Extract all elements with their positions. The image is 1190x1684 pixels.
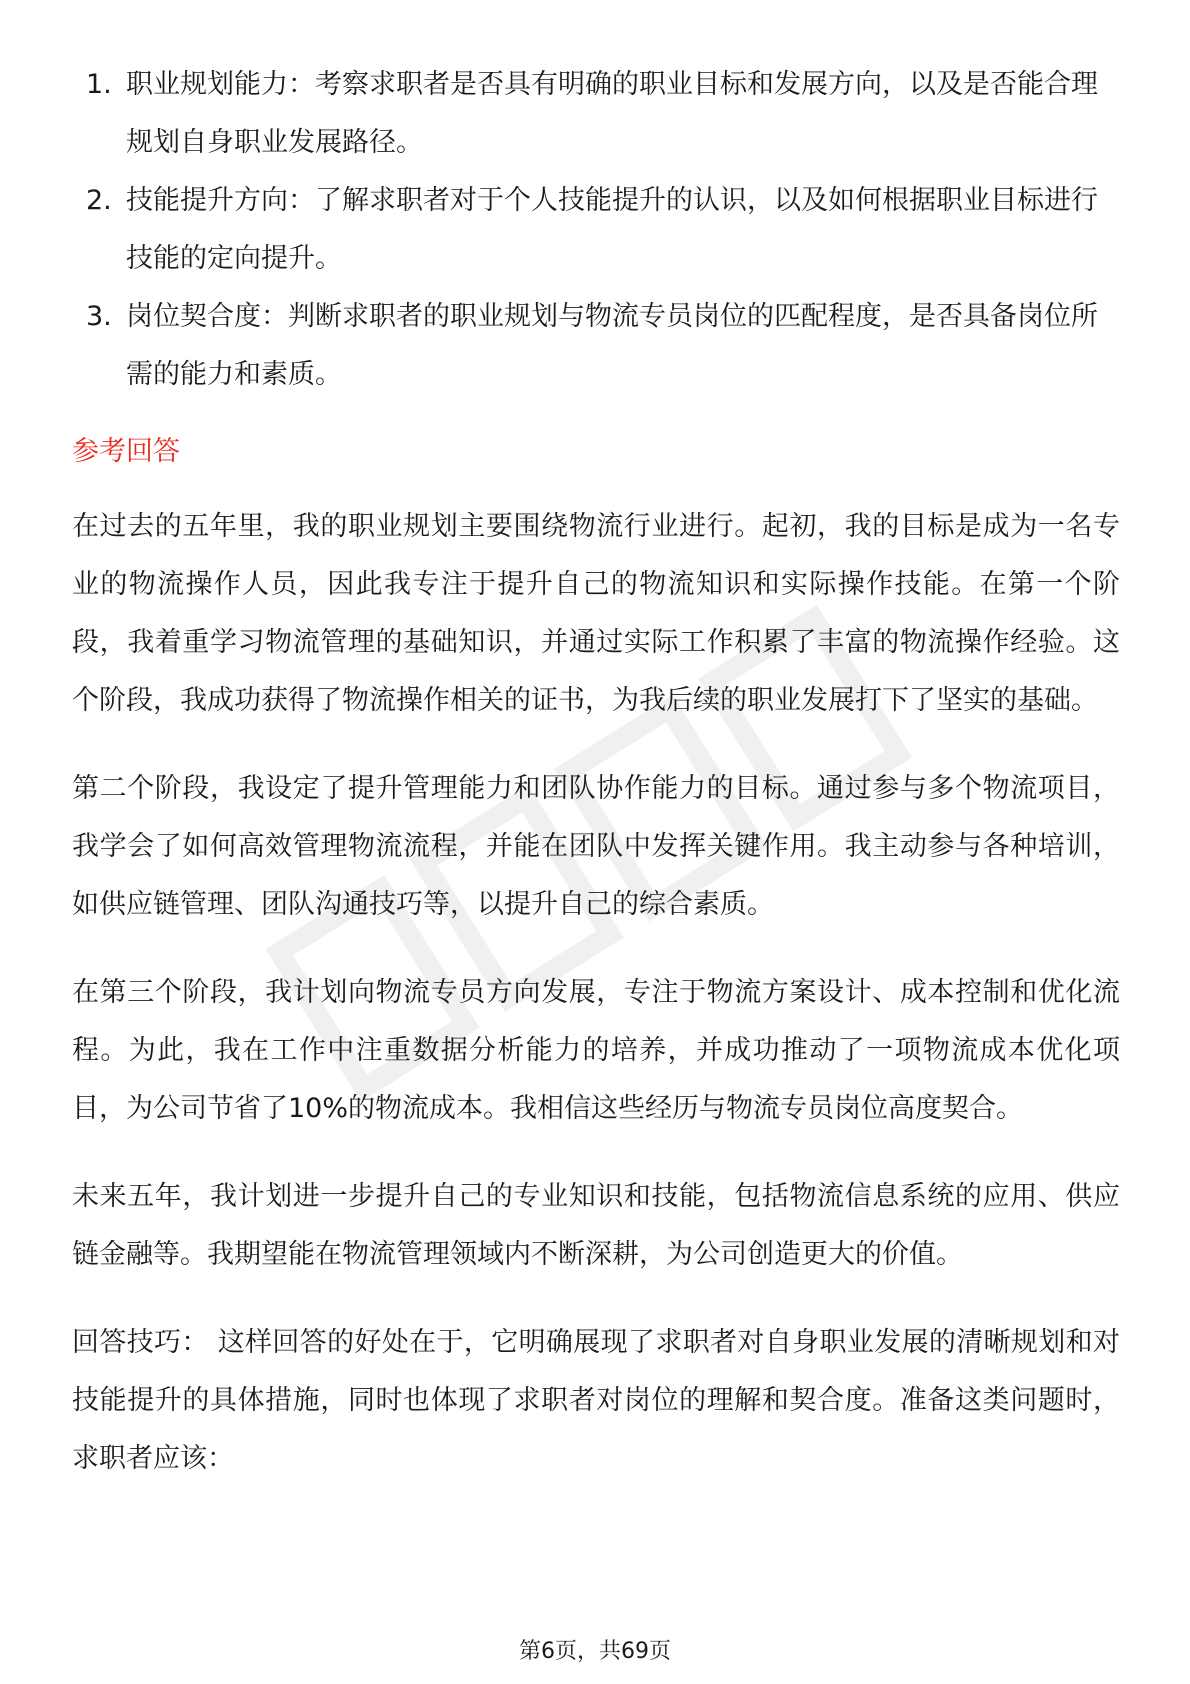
list-item-text: 岗位契合度：判断求职者的职业规划与物流专员岗位的匹配程度，是否具备岗位所需的能力和素质。 <box>126 301 1098 390</box>
answer-paragraph: 第二个阶段，我设定了提升管理能力和团队协作能力的目标。通过参与多个物流项目，我学会了如何高效管理物流流程，并能在团队中发挥关键作用。我主动参与各种培训，如供应链管理、团队沟通技巧等，以提升自己的综合素质。 <box>72 773 1120 920</box>
list-item <box>72 56 1120 172</box>
list-item-text: 职业规划能力：考察求职者是否具有明确的职业目标和发展方向，以及是否能合理规划自身职业发展路径。 <box>126 69 1098 158</box>
answer-paragraph: 在第三个阶段，我计划向物流专员方向发展，专注于物流方案设计、成本控制和优化流程。为此，我在工作中注重数据分析能力的培养，并成功推动了一项物流成本优化项目，为公司节省了10%的物流成本。我相信这些经历与物流专员岗位高度契合。 <box>72 977 1120 1124</box>
list-item-text: 技能提升方向：了解求职者对于个人技能提升的认识，以及如何根据职业目标进行技能的定向提升。 <box>126 185 1098 274</box>
list-item <box>72 288 1120 404</box>
section-title-reference-answer: 参考回答 <box>72 436 180 467</box>
list-number: 2. <box>86 185 112 216</box>
answer-tips-paragraph: 回答技巧： 这样回答的好处在于，它明确展现了求职者对自身职业发展的清晰规划和对技能提升的具体措施，同时也体现了求职者对岗位的理解和契合度。准备这类问题时，求职者应该： <box>72 1327 1120 1474</box>
list-item <box>72 172 1120 288</box>
page-footer: 第6页，共69页 <box>519 1639 671 1664</box>
document-page <box>72 56 1120 1518</box>
answer-paragraph: 未来五年，我计划进一步提升自己的专业知识和技能，包括物流信息系统的应用、供应链金融等。我期望能在物流管理领域内不断深耕，为公司创造更大的价值。 <box>72 1181 1120 1270</box>
answer-paragraph: 在过去的五年里，我的职业规划主要围绕物流行业进行。起初，我的目标是成为一名专业的物流操作人员，因此我专注于提升自己的物流知识和实际操作技能。在第一个阶段，我着重学习物流管理的基础知识，并通过实际工作积累了丰富的物流操作经验。这个阶段，我成功获得了物流操作相关的证书，为我后续的职业发展打下了坚实的基础。 <box>72 511 1120 716</box>
list-number: 1. <box>86 69 112 100</box>
list-number: 3. <box>86 301 112 332</box>
criteria-list <box>72 56 1120 404</box>
